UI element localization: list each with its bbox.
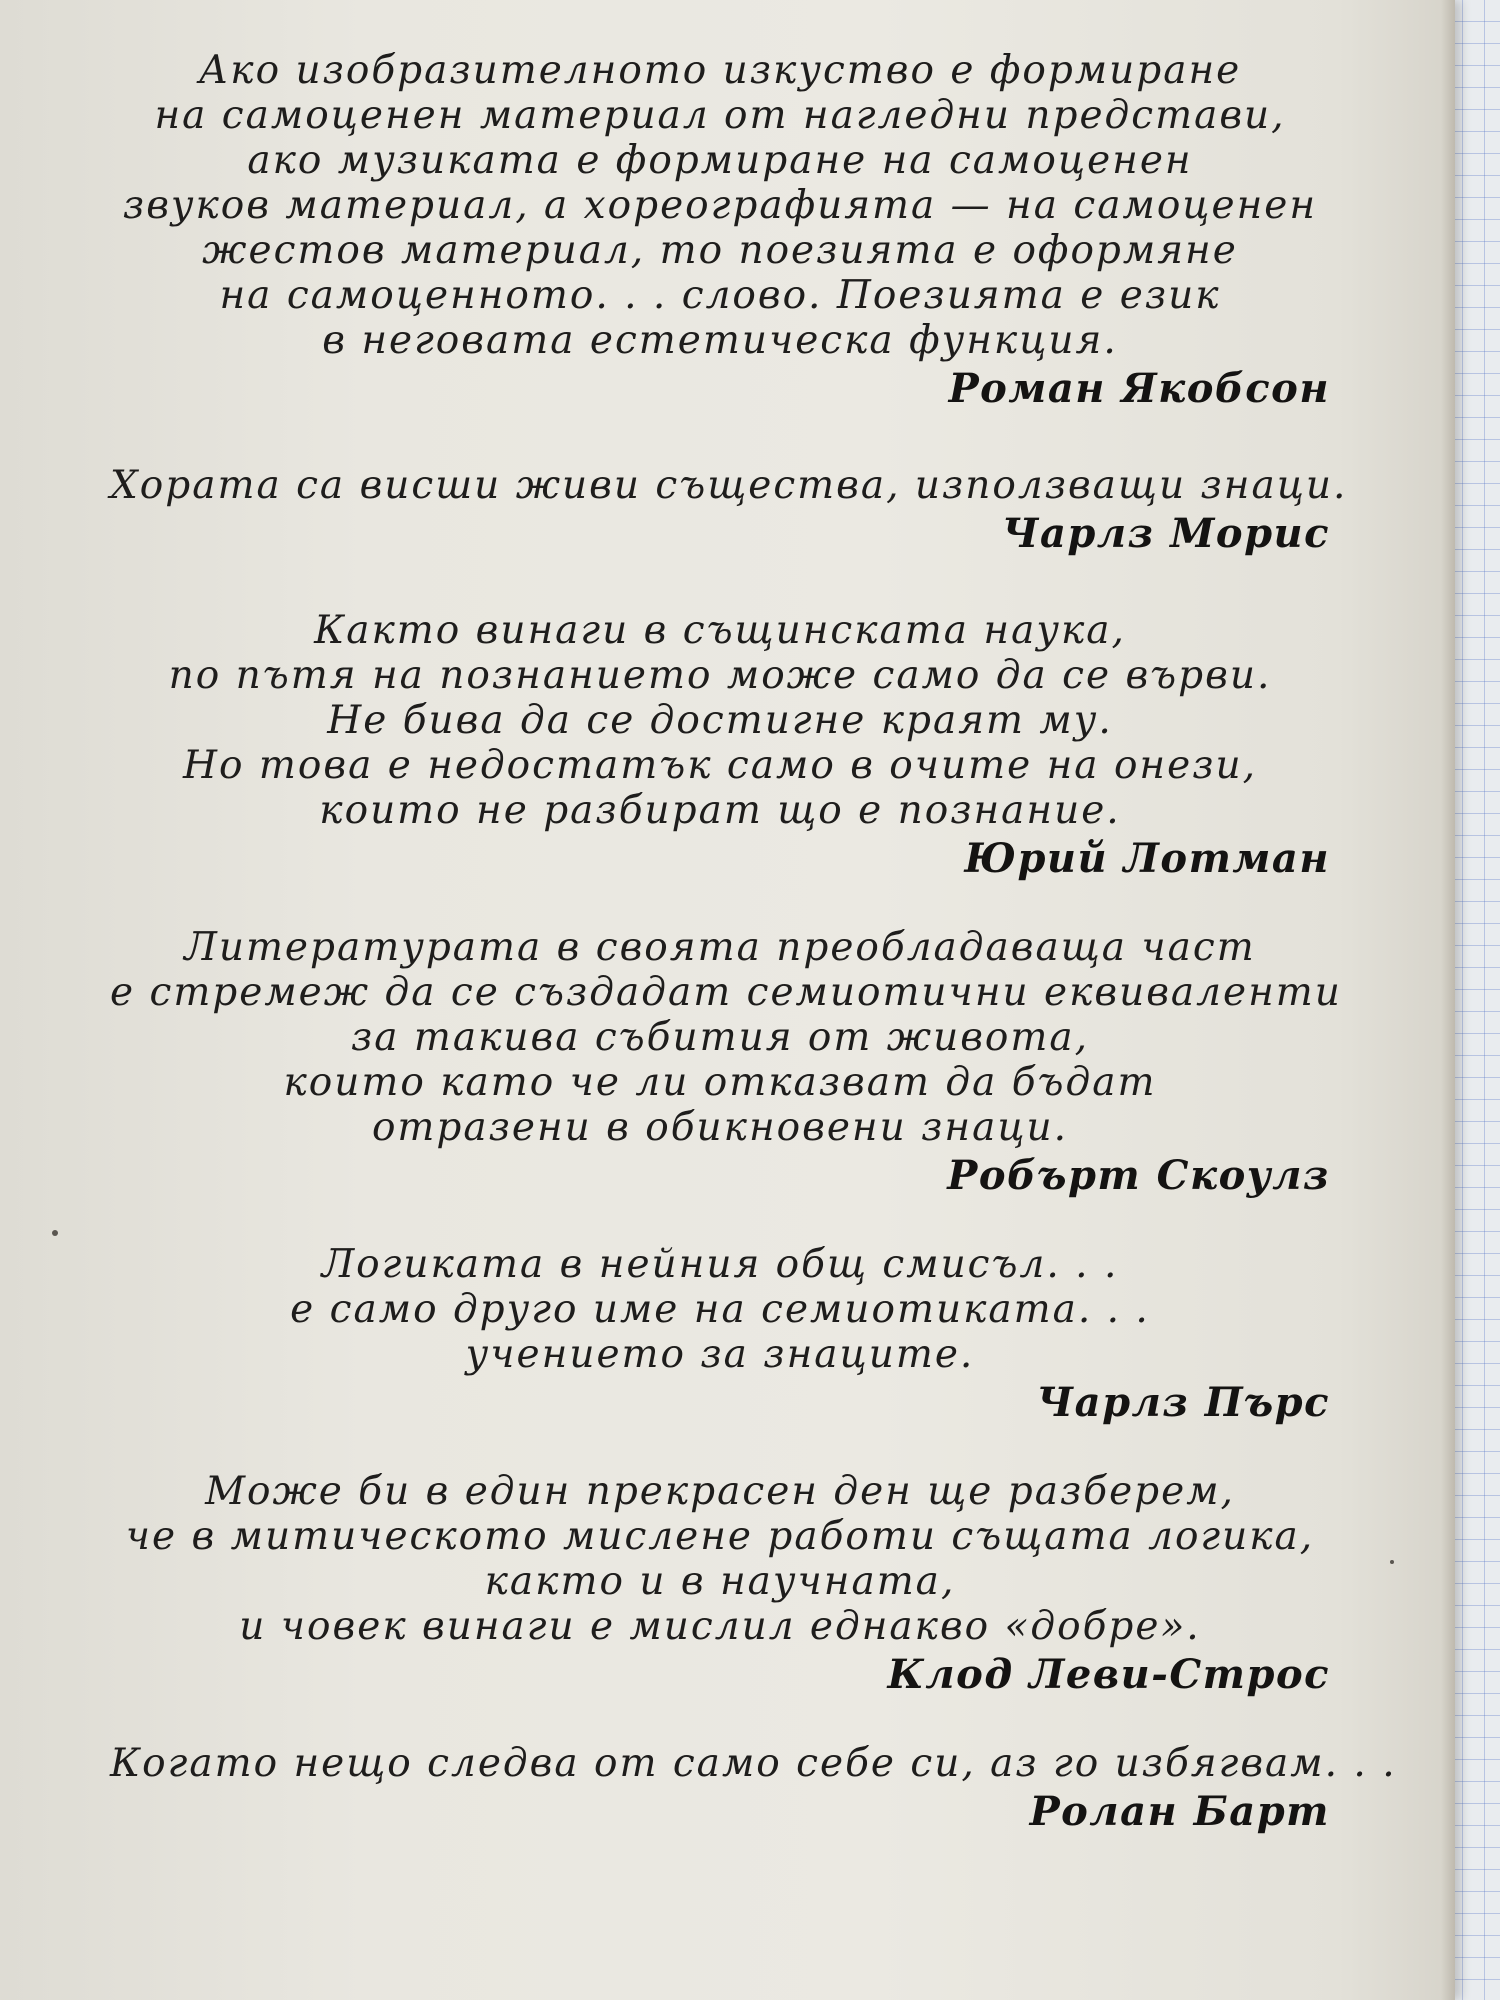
- quote-line: Може би в един прекрасен ден ще разберем,: [205, 1469, 1235, 1514]
- quote-line: жестов материал, то поезията е оформяне: [202, 228, 1238, 273]
- quote-line: че в митическото мислене работи същата логика,: [125, 1514, 1315, 1559]
- epigraph-quote-5: [110, 1242, 1330, 1429]
- quote-author: Робърт Скоулз: [947, 1152, 1330, 1199]
- paper-speck: [1390, 1560, 1394, 1564]
- quote-line: Логиката в нейния общ смисъл. . .: [321, 1242, 1119, 1287]
- epigraph-list: [110, 40, 1397, 1838]
- quote-author: Роман Якобсон: [948, 365, 1330, 412]
- epigraph-quote-7: [110, 1741, 1397, 1838]
- quote-line: ако музиката е формиране на самоценен: [247, 138, 1193, 183]
- quote-author: Чарлз Морис: [1001, 510, 1330, 557]
- quote-line: по пътя на познанието може само да се върви.: [168, 653, 1272, 698]
- paper-speck: [52, 1230, 58, 1236]
- quote-line: учението за знаците.: [465, 1332, 975, 1377]
- quote-line: Както винаги в същинската наука,: [314, 608, 1126, 653]
- quote-line: които не разбират що е познание.: [319, 788, 1121, 833]
- quote-line: на самоценното. . . слово. Поезията е език: [219, 273, 1221, 318]
- quote-author: Клод Леви-Строс: [887, 1651, 1330, 1698]
- quote-line: Хората са висши живи същества, използващи знаци.: [110, 463, 1348, 508]
- quote-author: Ролан Барт: [1029, 1788, 1330, 1835]
- quote-line: и човек винаги е мислил еднакво «добре».: [239, 1604, 1201, 1649]
- epigraph-quote-1: [110, 48, 1330, 415]
- quote-line: които като че ли отказват да бъдат: [283, 1060, 1157, 1105]
- quote-line: Но това е недостатък само в очите на онези,: [183, 743, 1257, 788]
- quote-line: отразени в обикновени знаци.: [371, 1105, 1069, 1150]
- quote-line: Ако изобразителното изкуство е формиране: [198, 48, 1242, 93]
- quote-line: Когато нещо следва от само себе си, аз го избягвам. . .: [110, 1741, 1397, 1786]
- quote-line: в неговата естетическа функция.: [322, 318, 1118, 363]
- quote-line: на самоценен материал от нагледни представи,: [154, 93, 1286, 138]
- quote-author: Чарлз Пърс: [1036, 1379, 1330, 1426]
- epigraph-quote-4: [110, 925, 1342, 1202]
- epigraph-quote-3: [110, 608, 1330, 885]
- quote-line: е стремеж да се създадат семиотични еквиваленти: [110, 970, 1342, 1015]
- quote-author: Юрий Лотман: [964, 835, 1330, 882]
- page-edge-shadow: [1441, 0, 1455, 2000]
- quote-line: Не бива да се достигне краят му.: [327, 698, 1113, 743]
- quote-line: звуков материал, а хореографията — на самоценен: [122, 183, 1318, 228]
- quote-line: е само друго име на семиотиката. . .: [290, 1287, 1150, 1332]
- epigraph-quote-2: [110, 463, 1348, 560]
- quote-line: за такива събития от живота,: [350, 1015, 1090, 1060]
- quote-line: Литературата в своята преобладаваща част: [184, 925, 1256, 970]
- quote-line: както и в научната,: [484, 1559, 956, 1604]
- epigraph-quote-6: [110, 1469, 1330, 1701]
